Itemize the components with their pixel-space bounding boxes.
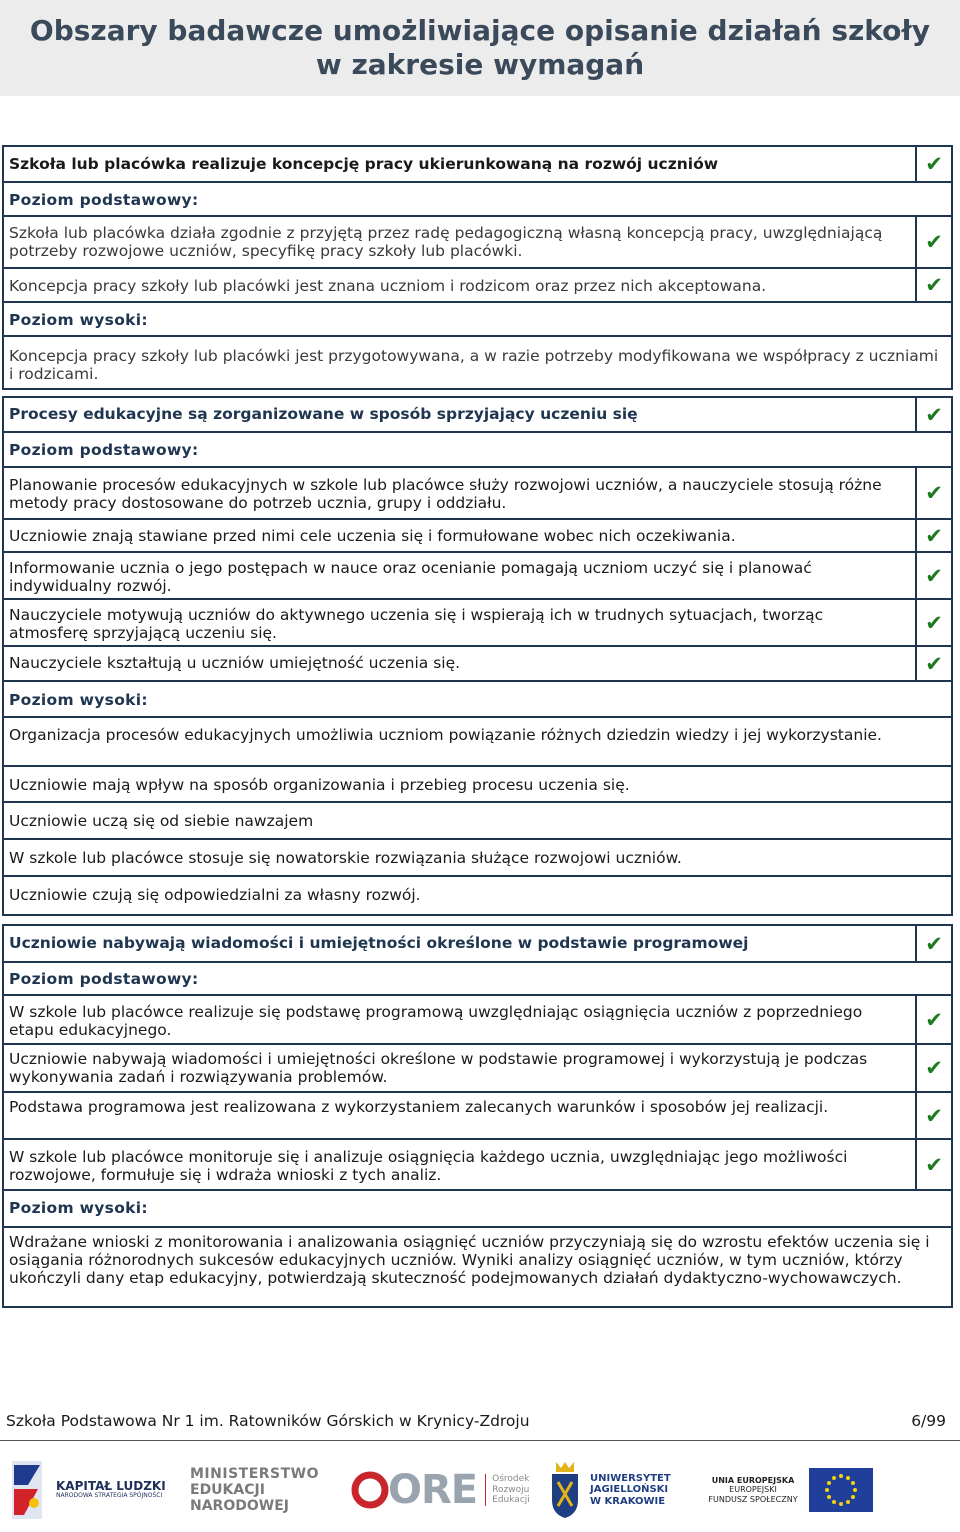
check-cell <box>915 215 951 269</box>
list-item: Koncepcja pracy szkoły lub placówki jest przygotowywana, a w razie potrzeby modyfikowana we współpracy z uczniami i rodzicami. <box>9 347 939 383</box>
check-cell <box>915 645 951 682</box>
check-icon: ✔ <box>925 563 943 588</box>
level-basic-label: Poziom podstawowy: <box>4 963 951 996</box>
item-text: Nauczyciele motywują uczniów do aktywnego uczenia się i wspierają ich w trudnych sytuacjach, tworząc atmosferę sprzyjającą uczeniu się. <box>9 606 824 642</box>
sponsor-logos <box>0 1452 960 1528</box>
list-item: W szkole lub placówce stosuje się nowatorskie rozwiązania służące rozwojowi uczniów. <box>4 840 951 877</box>
item-text: Szkoła lub placówka działa zgodnie z przyjętą przez radę pedagogiczną własną koncepcją pracy, uwzględniającą potrzeby rozwojowe uczniów, specyfikę pracy szkoły lub placówki. <box>9 224 883 260</box>
check-icon: ✔ <box>925 481 943 505</box>
list-item <box>4 600 951 647</box>
eu-line-1: UNIA EUROPEJSKA <box>711 1476 795 1486</box>
list-item <box>4 1140 951 1191</box>
ore-wordmark: ORE <box>388 1467 478 1513</box>
check-icon: ✔ <box>925 931 943 956</box>
check-cell <box>915 466 951 520</box>
school-name: Szkoła Podstawowa Nr 1 im. Ratowników Górskich w Krynicy-Zdroju <box>6 1412 530 1430</box>
check-cell <box>915 398 951 433</box>
heading-text: Procesy edukacyjne są zorganizowane w sposób sprzyjający uczeniu się <box>9 405 638 423</box>
list-item <box>4 1093 951 1140</box>
check-icon: ✔ <box>925 1152 943 1177</box>
eu-line-2: EUROPEJSKI <box>729 1485 777 1495</box>
check-icon: ✔ <box>925 230 943 254</box>
section-heading <box>4 147 951 183</box>
item-text: W szkole lub placówce monitoruje się i analizuje osiągnięcia każdego ucznia, uwzględniając jego możliwości rozwojowe, formułuje się i wdraża wnioski z tych analiz. <box>9 1148 848 1184</box>
check-cell <box>915 147 951 183</box>
ore-line-1: Ośrodek <box>492 1474 530 1485</box>
kl-subtitle: NARODOWA STRATEGIA SPÓJNOŚCI <box>56 1492 163 1500</box>
section-3 <box>2 924 953 1308</box>
uj-logo <box>548 1452 688 1528</box>
title-line-2: w zakresie wymagań <box>315 48 645 81</box>
footer-divider <box>0 1440 960 1441</box>
list-item <box>4 1045 951 1093</box>
page-number: 6/99 <box>911 1412 946 1430</box>
item-text: Koncepcja pracy szkoły lub placówki jest znana uczniom i rodzicom oraz przez nich akceptowana. <box>9 277 767 295</box>
item-text: W szkole lub placówce realizuje się podstawę programową uwzględniając osiągnięcia uczniów z poprzedniego etapu edukacyjnego. <box>9 1003 863 1039</box>
check-icon: ✔ <box>925 273 943 297</box>
check-icon: ✔ <box>925 152 943 176</box>
item-text: Informowanie ucznia o jego postępach w nauce oraz ocenianie pomagają uczniom uczyć się i planować indywidualny rozwój. <box>9 559 812 595</box>
list-item <box>4 996 951 1045</box>
check-icon: ✔ <box>925 402 943 427</box>
men-logo <box>190 1452 320 1528</box>
check-icon: ✔ <box>925 610 943 635</box>
check-cell <box>915 598 951 647</box>
check-icon: ✔ <box>925 1007 943 1032</box>
eu-line-3: FUNDUSZ SPOŁECZNY <box>708 1494 798 1504</box>
list-item: Uczniowie czują się odpowiedzialni za własny rozwój. <box>9 886 421 904</box>
check-cell <box>915 551 951 600</box>
list-item: Uczniowie mają wpływ na sposób organizowania i przebieg procesu uczenia się. <box>4 767 951 803</box>
title-line-1: Obszary badawcze umożliwiające opisanie działań szkoły <box>29 14 931 47</box>
eu-efs-logo <box>705 1452 955 1528</box>
uj-crest-icon <box>548 1460 582 1520</box>
check-cell <box>915 518 951 553</box>
level-high-label: Poziom wysoki: <box>4 303 951 337</box>
kl-name: KAPITAŁ LUDZKI <box>56 1478 166 1493</box>
item-text: Uczniowie nabywają wiadomości i umiejętności określone w podstawie programowej i wykorzystują je podczas wykonywania zadań i rozwiązywania problemów. <box>9 1050 868 1086</box>
page-title <box>0 0 960 96</box>
check-icon: ✔ <box>925 523 943 548</box>
list-item <box>4 520 951 553</box>
ore-line-2: Rozwoju <box>492 1484 530 1495</box>
item-text: Nauczyciele kształtują u uczniów umiejętność uczenia się. <box>9 654 461 672</box>
section-heading <box>4 398 951 433</box>
men-line-3: NARODOWEJ <box>190 1498 289 1515</box>
level-high-label: Poziom wysoki: <box>4 682 951 718</box>
uj-line-3: W KRAKOWIE <box>590 1495 666 1507</box>
ore-logo <box>350 1452 530 1528</box>
check-cell <box>915 926 951 963</box>
list-item: Uczniowie uczą się od siebie nawzajem <box>4 803 951 840</box>
men-line-2: EDUKACJI <box>190 1481 265 1498</box>
uj-line-2: JAGIELLOŃSKI <box>590 1484 669 1496</box>
kapital-ludzki-icon <box>10 1459 50 1521</box>
list-item <box>4 269 951 303</box>
check-icon: ✔ <box>925 1103 943 1128</box>
section-2 <box>2 396 953 916</box>
item-text: Podstawa programowa jest realizowana z wykorzystaniem zalecanych warunków i sposobów jej realizacji. <box>9 1098 829 1116</box>
check-cell <box>915 1091 951 1140</box>
list-item <box>4 468 951 520</box>
page-footer <box>6 1411 946 1431</box>
kapital-ludzki-logo <box>10 1452 180 1528</box>
level-high-label: Poziom wysoki: <box>4 1191 951 1228</box>
item-text: Uczniowie znają stawiane przed nimi cele uczenia się i formułowane wobec nich oczekiwania. <box>9 527 736 545</box>
check-icon: ✔ <box>925 651 943 676</box>
list-item <box>4 553 951 600</box>
level-basic-label: Poziom podstawowy: <box>4 183 951 217</box>
uj-line-1: UNIWERSYTET <box>590 1472 671 1484</box>
ore-line-3: Edukacji <box>492 1495 530 1506</box>
list-item <box>4 217 951 269</box>
check-cell <box>915 267 951 303</box>
check-icon: ✔ <box>925 1056 943 1080</box>
ore-ring-icon <box>350 1470 390 1510</box>
heading-text: Szkoła lub placówka realizuje koncepcję pracy ukierunkowaną na rozwój uczniów <box>9 155 719 173</box>
list-item <box>4 647 951 682</box>
list-item: Wdrażane wnioski z monitorowania i analizowania osiągnięć uczniów przyczyniają się do wzrostu efektów uczenia się i osiągania różnorodnych sukcesów edukacyjnych uczniów. Wyniki analizy osiągnięć uczniów, w tym uczniów, którzy ukończyli dany etap edukacyjny, potwierdzają skuteczność podejmowanych działań dydaktyczno-wychowawczych. <box>9 1233 930 1287</box>
section-heading <box>4 926 951 963</box>
item-text: Planowanie procesów edukacyjnych w szkole lub placówce służy rozwojowi uczniów, a nauczyciele stosują różne metody pracy dostosowane do potrzeb ucznia, grupy i oddziału. <box>9 476 882 512</box>
level-basic-label: Poziom podstawowy: <box>4 433 951 468</box>
check-cell <box>915 994 951 1045</box>
check-cell <box>915 1043 951 1093</box>
section-1 <box>2 145 953 390</box>
list-item: Organizacja procesów edukacyjnych umożliwia uczniom powiązanie różnych dziedzin wiedzy i jej wykorzystanie. <box>4 718 951 767</box>
eu-flag-icon <box>809 1468 873 1512</box>
heading-text: Uczniowie nabywają wiadomości i umiejętności określone w podstawie programowej <box>9 934 749 952</box>
check-cell <box>915 1138 951 1191</box>
men-line-1: MINISTERSTWO <box>190 1465 320 1482</box>
